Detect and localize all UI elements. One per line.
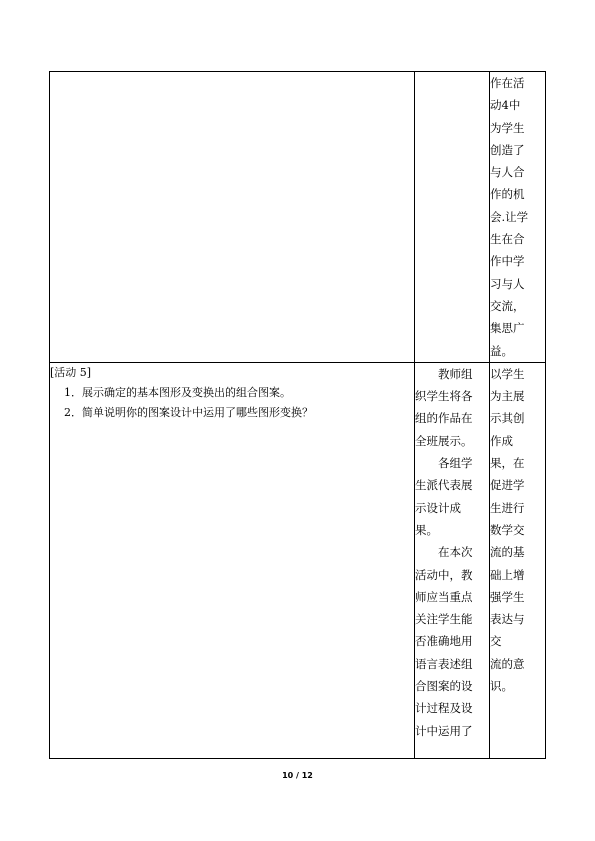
table-row: [50, 362, 546, 758]
text-line: 教师组: [438, 366, 473, 381]
text-line: 创造了: [490, 142, 525, 157]
text-line: 生派代表展: [415, 478, 473, 493]
text-line: 流的意: [490, 656, 525, 671]
activity-item: 1．展示确定的基本图形及变换出的组合图案。: [64, 385, 291, 399]
text-line: 全班展示。: [415, 433, 473, 448]
text-line: 师应当重点: [415, 589, 473, 604]
teacher-activity-cell: [415, 362, 490, 758]
text-line: 果，在: [490, 456, 525, 471]
activity-content-cell: [50, 362, 415, 758]
text-line: 交流，: [490, 298, 525, 313]
text-line: 数学交: [490, 522, 525, 537]
text-line: 集思广: [490, 321, 525, 336]
text-line: 生进行: [490, 500, 525, 515]
text-line: 关注学生能: [415, 612, 473, 627]
text-line: 计过程及设: [415, 701, 473, 716]
activity-item: 2．简单说明你的图案设计中运用了哪些图形变换？: [64, 405, 313, 419]
teacher-activity-cell: [415, 72, 490, 363]
text-line: 组的作品在: [415, 411, 473, 426]
text-line: 会.让学: [490, 209, 529, 224]
text-line: 习与人: [490, 276, 525, 291]
text-line: 作成: [490, 433, 513, 448]
activity-content-cell: [50, 72, 415, 363]
text-line: 合图案的设: [415, 679, 473, 694]
design-intent-cell: [490, 72, 546, 363]
text-line: 础上增: [490, 567, 525, 582]
text-line: 各组学: [438, 456, 473, 471]
table-row: [50, 72, 546, 363]
text-line: 交: [490, 634, 502, 649]
text-line: 益。: [490, 343, 513, 358]
text-line: 织学生将各: [415, 389, 473, 404]
text-line: 示设计成: [415, 500, 461, 515]
text-line: 示其创: [490, 411, 525, 426]
text-line: 动4中: [490, 98, 521, 113]
text-line: 果。: [415, 522, 438, 537]
text-line: 作中学: [490, 254, 525, 269]
text-line: 强学生: [490, 589, 525, 604]
text-line: 作的机: [490, 187, 525, 202]
text-line: 以学生: [490, 366, 525, 381]
text-line: 流的基: [490, 545, 525, 560]
text-line: 生在合: [490, 232, 525, 247]
text-line: 与人合: [490, 165, 525, 180]
text-line: 计中运用了: [415, 723, 473, 738]
page-number: 10 / 12: [282, 771, 313, 780]
text-line: 活动中，教: [415, 567, 473, 582]
lesson-plan-table: [49, 71, 546, 759]
text-line: 促进学: [490, 478, 525, 493]
activity-heading: [活动 5]: [50, 365, 92, 379]
text-line: 否准确地用: [415, 634, 473, 649]
text-line: 识。: [490, 679, 513, 694]
text-line: 为学生: [490, 120, 525, 135]
text-line: 表达与: [490, 612, 525, 627]
design-intent-cell: [490, 362, 546, 758]
text-line: 在本次: [438, 545, 473, 560]
text-line: 语言表述组: [415, 656, 473, 671]
text-line: 作在活: [490, 76, 525, 90]
text-line: 为主展: [490, 389, 525, 404]
